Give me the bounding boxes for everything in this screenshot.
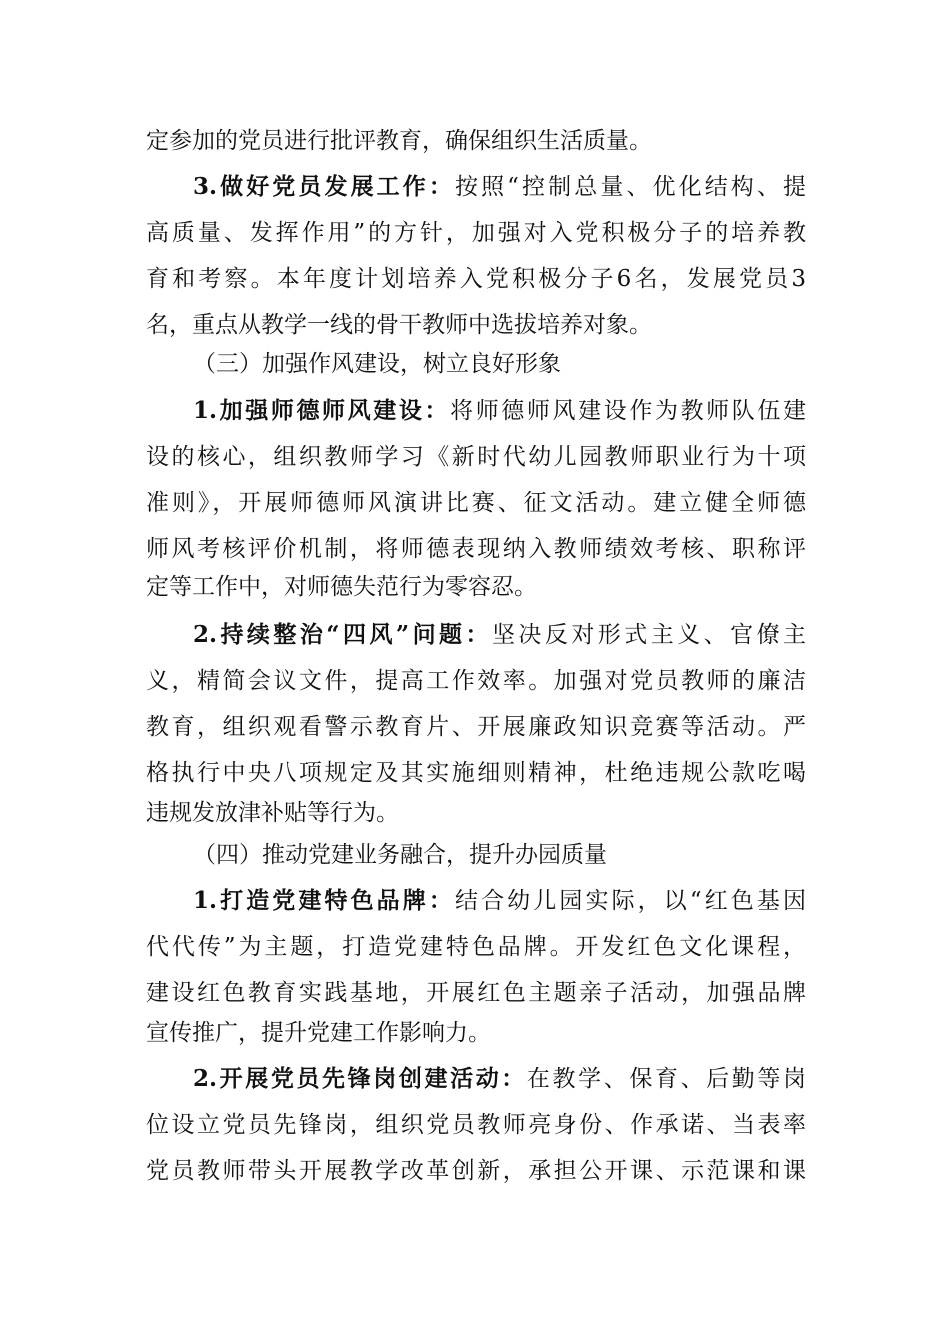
text-line: 位设立党员先锋岗，组织党员教师亮身份、作承诺、当表率: [146, 1112, 806, 1138]
text-line: 违规发放津补贴等行为。: [146, 800, 399, 826]
text-line: 2.开展党员先锋岗创建活动：在教学、保育、后勤等岗: [193, 1065, 807, 1092]
text-line: 义，精简会议文件，提高工作效率。加强对党员教师的廉洁: [146, 668, 806, 694]
text-line: 育和考察。本年度计划培养入党积极分子6名，发展党员3: [146, 266, 806, 292]
text-line: 建设红色教育实践基地，开展红色主题亲子活动，加强品牌: [146, 980, 806, 1006]
section-heading: （三）加强作风建设，树立良好形象: [193, 351, 561, 377]
text-line: 名，重点从教学一线的骨干教师中选拔培养对象。: [146, 312, 652, 338]
text-line: 格执行中央八项规定及其实施细则精神，杜绝违规公款吃喝: [146, 760, 806, 786]
text-line: 1.打造党建特色品牌：结合幼儿园实际，以“红色基因: [193, 887, 806, 914]
text-line: 党员教师带头开展教学改革创新，承担公开课、示范课和课: [146, 1158, 806, 1184]
text-line: 高质量、发挥作用”的方针，加强对入党积极分子的培养教: [146, 220, 806, 246]
text-line: 代代传”为主题，打造党建特色品牌。开发红色文化课程，: [146, 934, 806, 960]
text-line: 定等工作中，对师德失范行为零容忍。: [146, 574, 537, 600]
text-line: 准则》，开展师德师风演讲比赛、征文活动。建立健全师德: [146, 490, 806, 516]
text-line: 师风考核评价机制，将师德表现纳入教师绩效考核、职称评: [146, 536, 806, 562]
bold-lead: 2.持续整治“四风”问题：: [193, 621, 492, 648]
bold-lead: 1.加强师德师风建设：: [193, 397, 451, 424]
text-line: 1.加强师德师风建设：将师德师风建设作为教师队伍建: [193, 397, 806, 424]
bold-lead: 1.打造党建特色品牌：: [193, 887, 455, 914]
text-line: 3.做好党员发展工作：按照“控制总量、优化结构、提: [193, 173, 806, 200]
text-line: 教育，组织观看警示教育片、开展廉政知识竞赛等活动。严: [146, 714, 806, 740]
text-line: 设的核心，组织教师学习《新时代幼儿园教师职业行为十项: [146, 444, 806, 470]
text-line: 定参加的党员进行批评教育，确保组织生活质量。: [146, 128, 652, 154]
text-line: 2.持续整治“四风”问题：坚决反对形式主义、官僚主: [193, 621, 806, 648]
text-line: 宣传推广，提升党建工作影响力。: [146, 1020, 491, 1046]
bold-lead: 2.开展党员先锋岗创建活动：: [193, 1065, 527, 1092]
section-heading: （四）推动党建业务融合，提升办园质量: [193, 842, 607, 868]
bold-lead: 3.做好党员发展工作：: [193, 173, 455, 200]
